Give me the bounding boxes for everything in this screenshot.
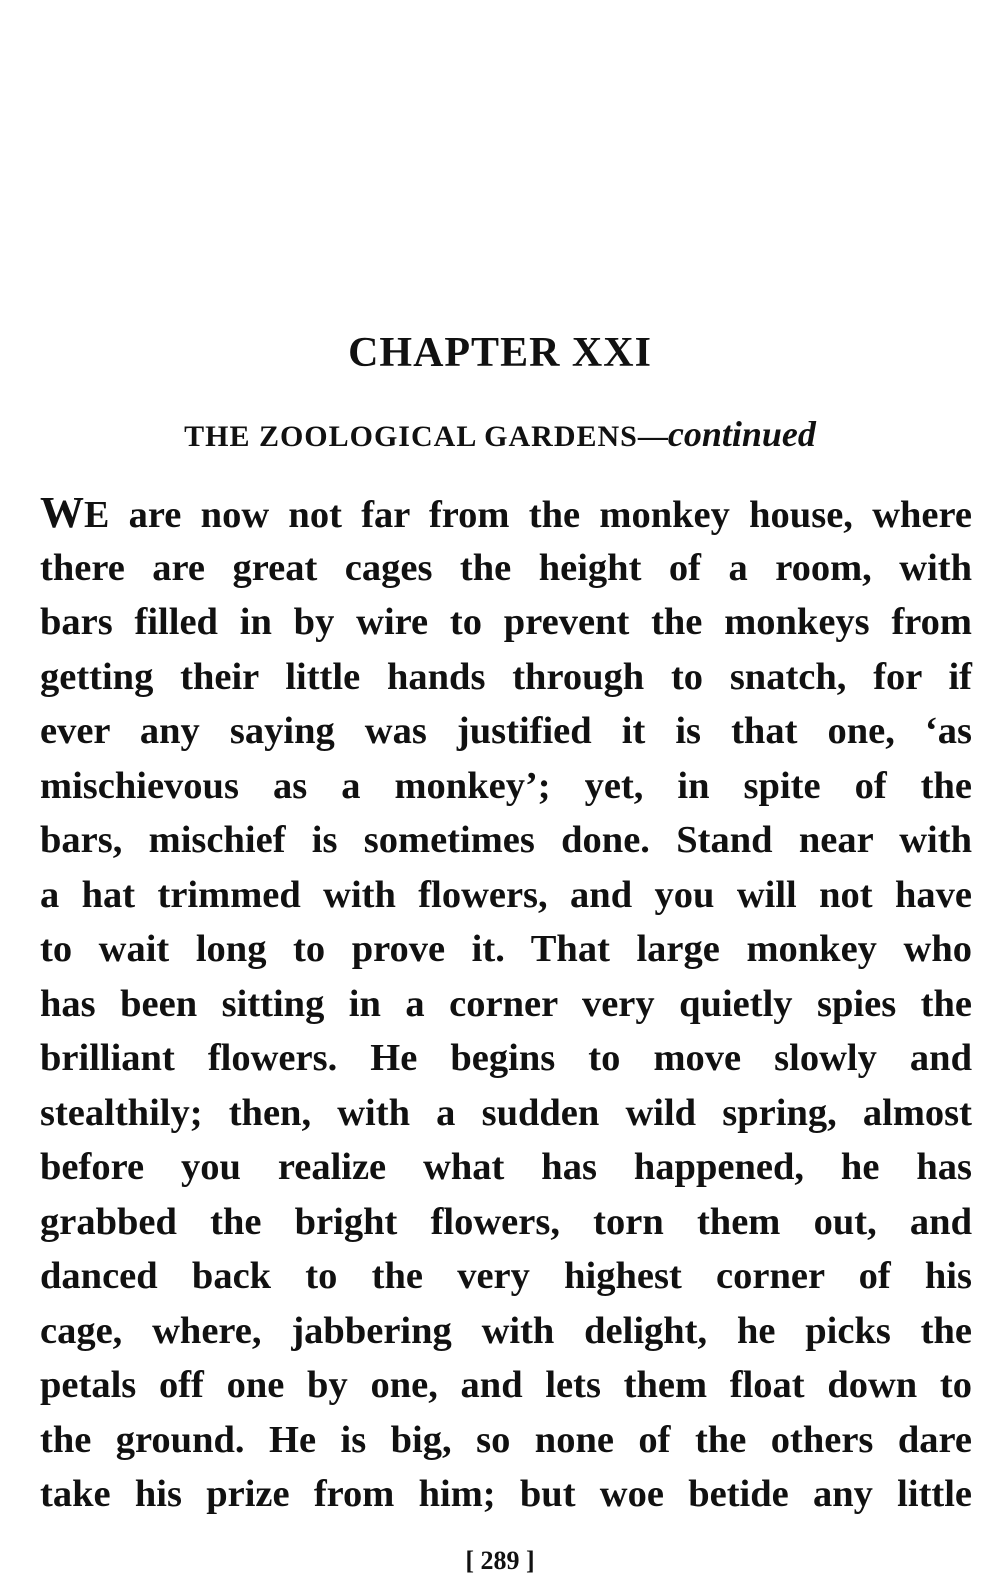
text-line: petals off one by one, and lets them float down to	[40, 1364, 972, 1406]
text-line: has been sitting in a corner very quietly spies the	[40, 982, 972, 1025]
text-line: bars, mischief is sometimes done. Stand near with	[40, 819, 972, 861]
text-line: there are great cages the height of a room, with	[40, 546, 972, 589]
text-line: a hat trimmed with flowers, and you will not have	[40, 873, 972, 916]
text-line: the ground. He is big, so none of the others dare	[40, 1418, 972, 1461]
text-line: getting their little hands through to snatch, for if	[40, 655, 972, 698]
text-line: mischievous as a monkey’; yet, in spite of the	[40, 764, 972, 807]
page-number: [ 289 ]	[465, 1546, 535, 1575]
text-line: stealthily; then, with a sudden wild spring, almost	[40, 1091, 972, 1134]
text-line: bars filled in by wire to prevent the monkeys from	[40, 601, 972, 643]
text-line: grabbed the bright flowers, torn them out, and	[40, 1200, 972, 1243]
chapter-subtitle	[0, 416, 1000, 452]
text-line-content: are now not far from the monkey house, where	[109, 494, 972, 536]
chapter-title: CHAPTER XXI	[348, 330, 652, 376]
body-paragraph	[40, 486, 972, 1522]
text-line: brilliant flowers. He begins to move slowly and	[40, 1037, 972, 1079]
chapter-subtitle-dash: —	[637, 420, 668, 453]
text-line: ever any saying was justified it is that one, ‘as	[40, 710, 972, 752]
text-line: cage, where, jabbering with delight, he picks the	[40, 1309, 972, 1352]
text-line: before you realize what has happened, he has	[40, 1146, 972, 1188]
chapter-subtitle-continued: continued	[667, 414, 816, 454]
chapter-subtitle-main: THE ZOOLOGICAL GARDENS	[184, 420, 638, 453]
text-line: danced back to the very highest corner of his	[40, 1255, 972, 1297]
text-line: to wait long to prove it. That large monkey who	[40, 928, 972, 970]
text-line	[40, 486, 972, 541]
text-line: take his prize from him; but woe betide any little	[40, 1473, 972, 1515]
first-word-rest: E	[84, 494, 110, 536]
first-word-initial: W	[40, 488, 84, 537]
